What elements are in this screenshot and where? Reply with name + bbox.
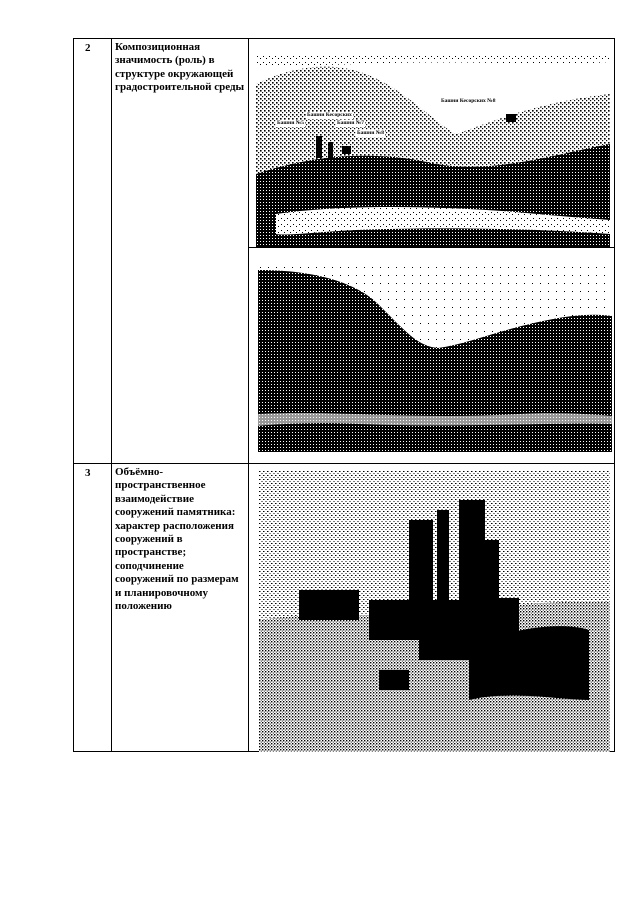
photo-label: Башни Кесорских xyxy=(307,112,352,118)
row-image-cell xyxy=(248,464,614,752)
row-number-cell xyxy=(74,464,112,752)
tower-complex-photo xyxy=(259,470,610,752)
valley-overview-photo xyxy=(256,54,610,248)
valley-dark-drawing xyxy=(258,264,612,452)
valley-overview-drawing xyxy=(256,54,610,248)
tower-complex-drawing xyxy=(259,470,610,752)
row-number: 2 xyxy=(85,42,91,54)
valley-dark-photo xyxy=(258,264,612,452)
table-row xyxy=(74,39,614,463)
photo-label: Башни №5 xyxy=(277,120,305,126)
row-description-cell xyxy=(111,464,249,752)
row-number: 3 xyxy=(85,467,91,479)
photo-label: Башни №7 xyxy=(337,120,365,126)
row-description: Композиционная значимость (роль) в структуре окружающей градостроительной среды xyxy=(115,41,245,94)
row-number-cell xyxy=(74,39,112,463)
monument-table xyxy=(73,38,615,752)
photo-label: Башни №8 xyxy=(357,130,385,136)
photo-divider xyxy=(248,247,614,248)
row-description-cell xyxy=(111,39,249,463)
row-description: Объёмно-пространственное взаимодействие сооружений памятника: характер расположения сооружений в пространстве; соподчинение сооружений по размерам и планировочному положению xyxy=(115,466,239,613)
table-row xyxy=(74,463,614,752)
row-image-cell xyxy=(248,39,614,463)
photo-label: Башни Кесорских №8 xyxy=(441,98,496,104)
